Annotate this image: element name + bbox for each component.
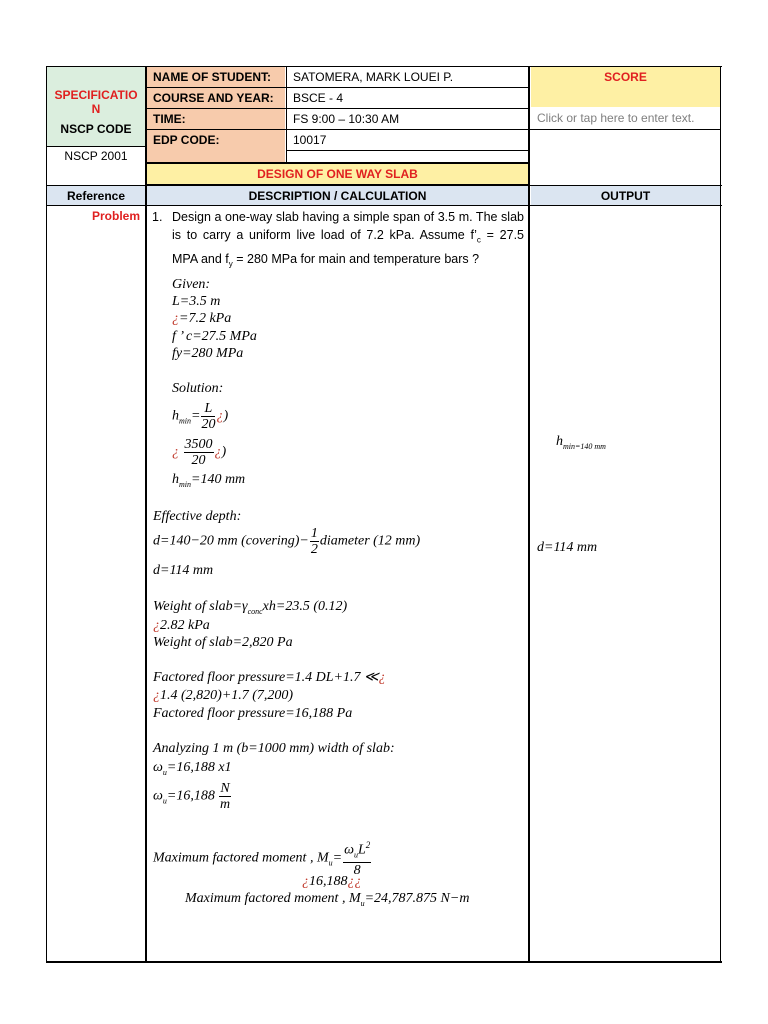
ffp-result: Factored floor pressure=16,188 Pa [153, 706, 353, 721]
problem-statement: Design a one-way slab having a simple span of 3.5 m. The slab is to carry a uniform live load of 7.2 kPa. Assume $f’_c = 27.5$ MPA and $f_y = 280$ MPa for main and temperature bars ? [172, 210, 524, 268]
given-fy: fy=280 MPa [172, 346, 244, 361]
specification-label: SPECIFICATIO N [54, 88, 138, 116]
output-depth: d=114 mm [537, 540, 598, 555]
name-label: NAME OF STUDENT: [147, 67, 285, 87]
grid-line [286, 150, 528, 151]
edp-label: EDP CODE: [147, 130, 285, 162]
moment-formula: Maximum factored moment , $M_u=$ $\frac{\omega_uL^2}{8}$ [153, 840, 371, 879]
grid-line [46, 66, 47, 963]
score-input[interactable]: Click or tap here to enter text. [537, 111, 695, 125]
time-label: TIME: [147, 109, 285, 129]
hmin-result: $h_{min}=140$ mm [172, 472, 246, 489]
ffp-formula: Factored floor pressure=1.4 DL+1.7 ≪¿ [153, 670, 386, 685]
grid-line [46, 205, 722, 206]
column-output: OUTPUT [531, 186, 720, 205]
grid-line [146, 87, 528, 88]
problem-number: 1. [152, 210, 163, 224]
given-live-load: ¿=7.2 kPa [172, 311, 232, 326]
moment-result: Maximum factored moment , $M_u=24,787.875$ N−m [185, 891, 470, 908]
given-heading: Given: [172, 277, 211, 292]
edp-value[interactable]: 10017 [293, 133, 327, 147]
output-hmin: $h_{min=140 mm}$ [556, 434, 606, 451]
grid-line [46, 961, 722, 963]
grid-line [146, 129, 721, 130]
course-label: COURSE AND YEAR: [147, 88, 285, 108]
hmin-formula: $h_{min}=$ $\frac{L}{20}$ ¿) [172, 401, 229, 432]
moment-calc: ¿16,188¿¿ [302, 874, 362, 889]
course-value[interactable]: BSCE - 4 [293, 91, 344, 105]
grid-line [46, 66, 722, 67]
time-value[interactable]: FS 9:00 – 10:30 AM [293, 112, 400, 126]
effective-depth-heading: Effective depth: [153, 509, 242, 524]
grid-line [46, 185, 722, 186]
ffp-calc: ¿1.4 (2,820)+1.7 (7,200) [153, 688, 294, 703]
nscp-value: NSCP 2001 [64, 149, 128, 163]
effective-depth-result: d=114 mm [153, 563, 214, 578]
grid-line [46, 146, 146, 147]
score-label: SCORE [604, 70, 647, 84]
name-value[interactable]: SATOMERA, MARK LOUEI P. [293, 70, 454, 84]
given-length: L=3.5 m [172, 294, 221, 309]
grid-line [286, 66, 287, 162]
analyze-heading: Analyzing 1 m (b=1000 mm) width of slab: [153, 741, 395, 756]
document-title: DESIGN OF ONE WAY SLAB [147, 164, 528, 184]
given-fc: f ’ c=27.5 MPa [172, 329, 257, 344]
grid-line [146, 162, 528, 164]
grid-line [528, 66, 530, 963]
effective-depth-formula: d=140−20 mm (covering)− $\frac{1}{2}$ diameter (12 mm) [153, 526, 421, 557]
column-description: DESCRIPTION / CALCULATION [147, 186, 528, 205]
weight-pa: Weight of slab=2,820 Pa [153, 635, 293, 650]
grid-line [720, 66, 721, 963]
weight-kpa: ¿2.82 kPa [153, 618, 210, 633]
nscp-code-label: NSCP CODE [60, 122, 132, 136]
weight-formula: Weight of $slab=\gamma_{conc}xh=23.5$ (0.12) [153, 599, 348, 616]
grid-line [146, 108, 528, 109]
column-reference: Reference [47, 186, 145, 205]
hmin-substitution: ¿ $\frac{3500}{20}$ ¿) [172, 437, 227, 468]
grid-line [145, 66, 147, 963]
reference-problem: Problem [91, 209, 140, 223]
solution-heading: Solution: [172, 381, 224, 396]
wu-line-2: $\omega_u=16,188$ $\frac{N}{m}$ [153, 781, 231, 812]
wu-line-1: $\omega_u=16,188$ x1 [153, 760, 232, 777]
